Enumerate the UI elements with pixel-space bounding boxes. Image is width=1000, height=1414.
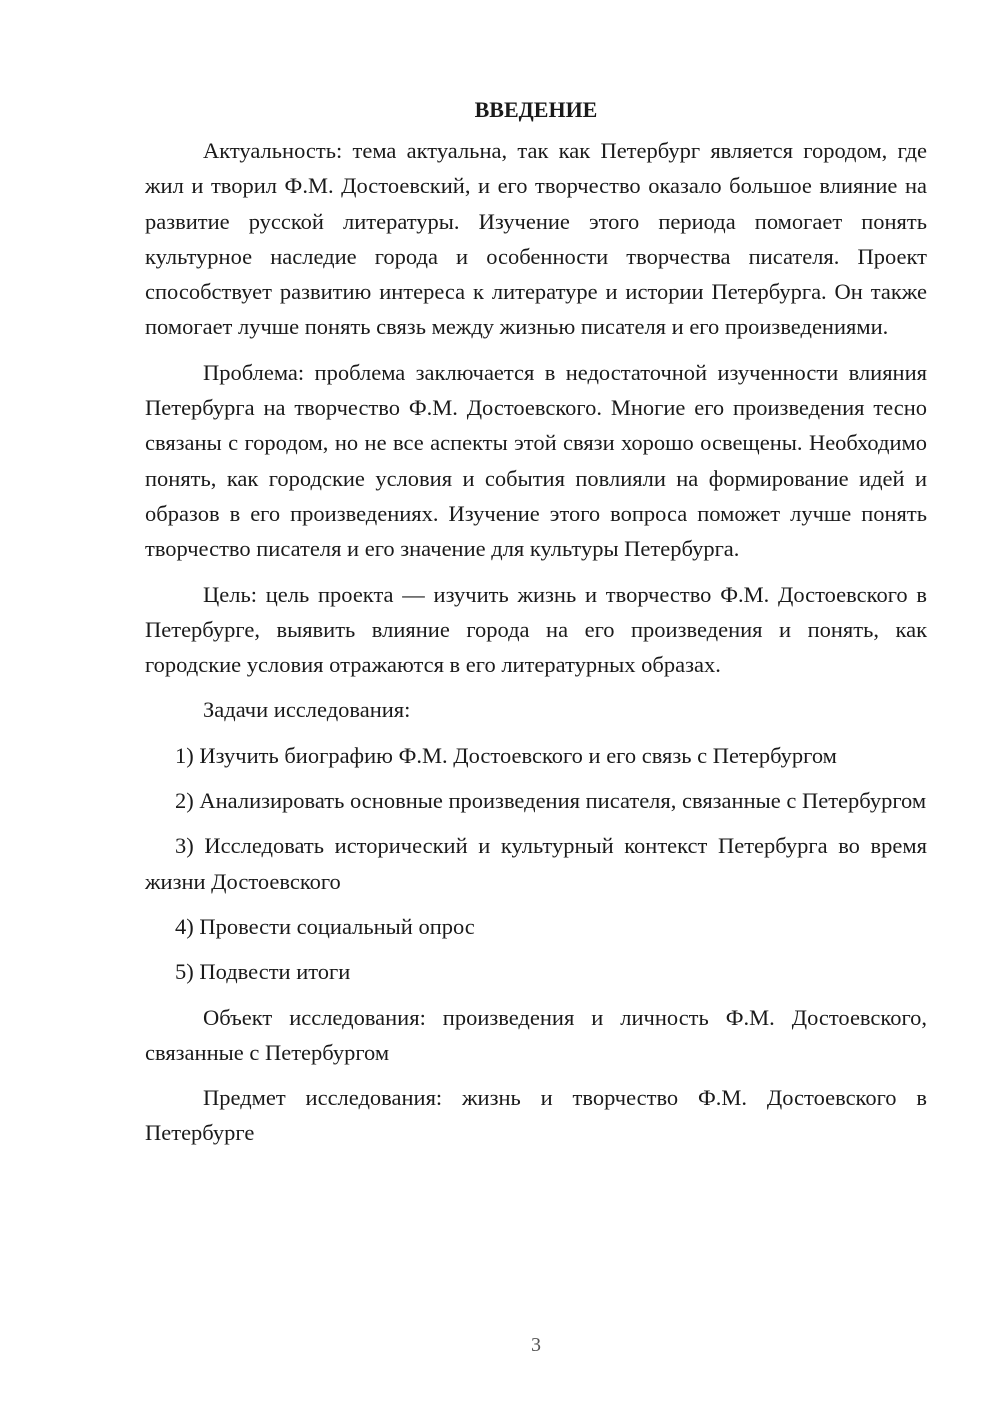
task-item-4: 4) Провести социальный опрос: [175, 913, 475, 939]
subject-paragraph: Предмет исследования: жизнь и творчество Ф.М. Достоевского в Петербурге: [145, 1085, 927, 1146]
task-item-5: 5) Подвести итоги: [175, 959, 351, 985]
object-paragraph: Объект исследования: произведения и личность Ф.М. Достоевского, связанные с Петербургом: [145, 1004, 927, 1065]
task-item-2: 2) Анализировать основные произведения писателя, связанные с Петербургом: [175, 788, 927, 814]
goal-paragraph: Цель: цель проекта — изучить жизнь и творчество Ф.М. Достоевского в Петербурге, выявить влияние города на его произведения и понять, как городские условия отражаются в его литературных образах.: [145, 581, 927, 678]
page-number: 3: [531, 1334, 541, 1356]
relevance-paragraph: Актуальность: тема актуальна, так как Петербург является городом, где жил и творил Ф.М. Достоевский, и его творчество оказало большое влияние на развитие русской литературы. Изучение этого периода помогает понять культурное наследие города и особенности творчества писателя. Проект способствует развитию интереса к литературе и истории Петербурга. Он также помогает лучше понять связь между жизнью писателя и его произведениями.: [145, 138, 927, 340]
section-title: ВВЕДЕНИЕ: [474, 97, 598, 122]
tasks-heading: Задачи исследования:: [203, 697, 411, 723]
problem-paragraph: Проблема: проблема заключается в недостаточной изученности влияния Петербурга на творчество Ф.М. Достоевского. Многие его произведения тесно связаны с городом, но не все аспекты этой связи хорошо освещены. Необходимо понять, как городские условия и события повлияли на формирование идей и образов в его произведениях. Изучение этого вопроса поможет лучше понять творчество писателя и его значение для культуры Петербурга.: [145, 359, 927, 562]
document-page: [145, 92, 927, 1161]
task-item-1: 1) Изучить биографию Ф.М. Достоевского и его связь с Петербургом: [175, 742, 837, 768]
task-item-3: 3) Исследовать исторический и культурный контекст Петербурга во время жизни Достоевского: [145, 833, 927, 894]
